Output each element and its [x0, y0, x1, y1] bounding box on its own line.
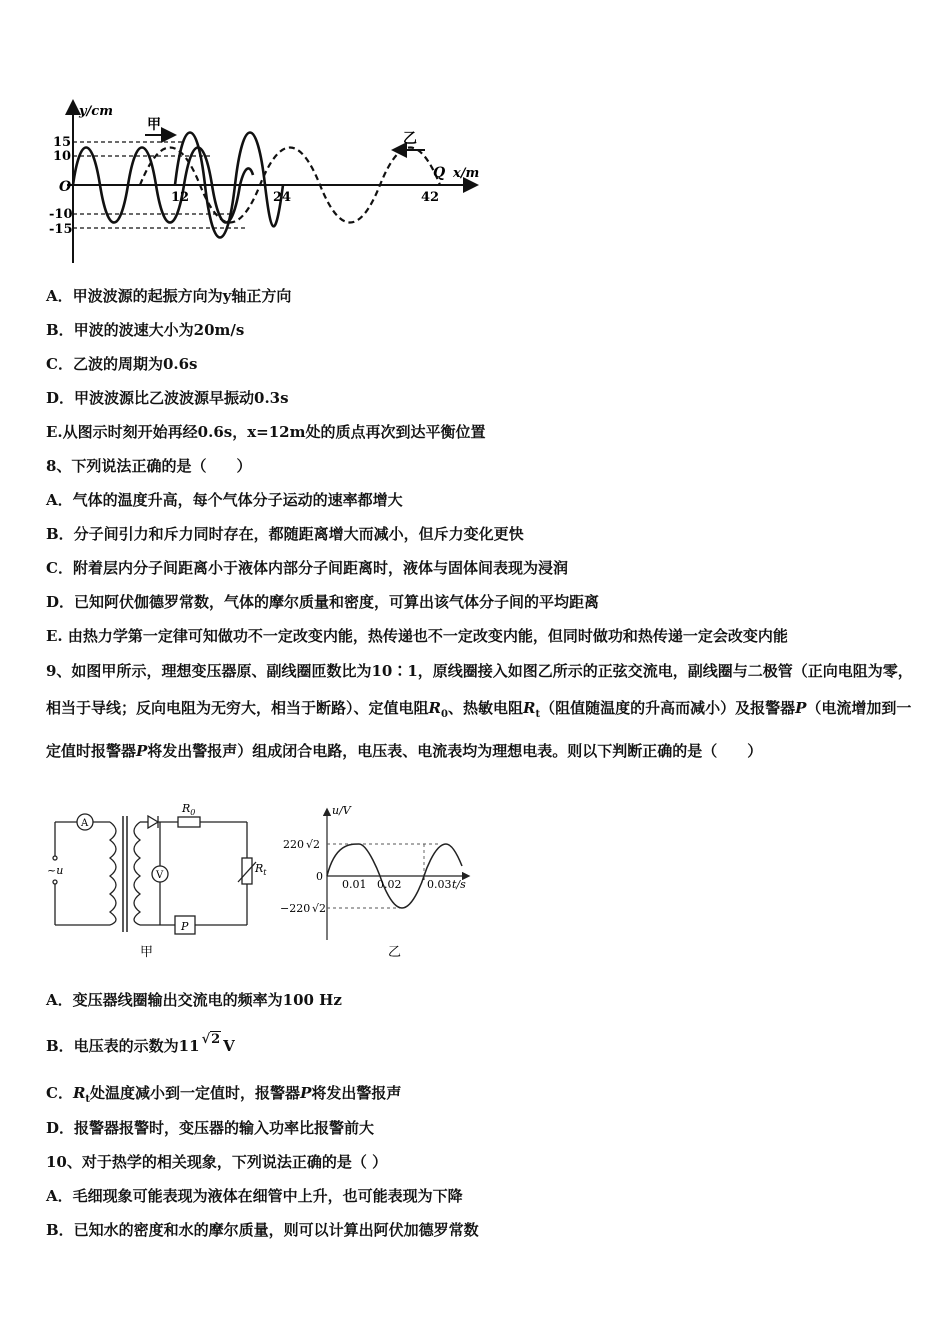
svg-text:0.01: 0.01	[342, 878, 367, 891]
svg-text:0.03: 0.03	[427, 878, 452, 891]
q8-option-b: B．分子间引力和斥力同时存在，都随距离增大而减小，但斥力变化更快	[46, 525, 524, 543]
q10-option-b: B．已知水的密度和水的摩尔质量，则可以计算出阿伏加德罗常数	[46, 1221, 479, 1239]
circuit-caption: 甲	[140, 945, 154, 960]
svg-text:x/m: x/m	[453, 166, 480, 181]
q9-stem: 9、如图甲所示，理想变压器原、副线圈匝数比为10∶1，原线圈接入如图乙所示的正弦交流电，副线圈与二极管（正向电阻为零，相当于导线；反向电阻为无穷大，相当于断路）、定值电阻$R_0$、热敏电阻$R_t$（阻值随温度的升高而减小）及报警器P（电流增加到一定值时报警器P将发出警报声）组成闭合电路，电压表、电流表均为理想电表。则以下判断正确的是（ ）	[46, 662, 913, 760]
svg-text:R0: $R_0$	[182, 802, 196, 817]
svg-text:P: P	[181, 920, 189, 933]
svg-text:V: V	[156, 870, 164, 881]
svg-text:42: 42	[421, 190, 440, 205]
svg-text:220: 220	[283, 838, 304, 851]
q8-stem: 8、下列说法正确的是（ ）	[46, 457, 252, 475]
q8-option-c: C．附着层内分子间距离小于液体内部分子间距离时，液体与固体间表现为浸润	[46, 559, 568, 577]
voltage-graph	[280, 800, 480, 965]
svg-text:t/s: t/s	[452, 878, 466, 891]
svg-text:√2: √2	[306, 838, 321, 851]
resistor-r0	[178, 817, 200, 827]
q7-option-c: C．乙波的周期为0.6s	[46, 355, 198, 373]
q7-option-d: D．甲波波源比乙波波源早振动0.3s	[46, 389, 289, 407]
wave-yi-label: 乙	[403, 131, 417, 147]
svg-text:−220: −220	[280, 902, 311, 915]
svg-text:24: 24	[273, 190, 292, 205]
wave-jia-label: 甲	[147, 117, 161, 133]
circuit-diagram	[40, 800, 280, 965]
source-label: ~u	[47, 864, 64, 877]
svg-text:u/V: u/V	[332, 804, 351, 817]
q9-option-a: A．变压器线圈输出交流电的频率为100 Hz	[46, 991, 342, 1009]
q7-option-b: B．甲波的波速大小为20m/s	[46, 321, 245, 339]
q10-option-a: A．毛细现象可能表现为液体在细管中上升，也可能表现为下降	[46, 1187, 463, 1205]
svg-text:15: 15	[53, 135, 72, 150]
graph-caption: 乙	[388, 945, 402, 960]
q7-option-e: E.从图示时刻开始再经0.6s，x=12m处的质点再次到达平衡位置	[46, 423, 486, 441]
svg-text:O: O	[59, 179, 72, 195]
svg-text:-15: -15	[49, 222, 73, 237]
wave-q-label: Q	[433, 165, 446, 181]
svg-text:√2: √2	[312, 902, 327, 915]
q8-option-d: D．已知阿伏伽德罗常数，气体的摩尔质量和密度，可算出该气体分子间的平均距离	[46, 593, 600, 611]
q9-option-b: B．电压表的示数为11 √2 V	[46, 1032, 235, 1055]
svg-text:-10: -10	[49, 207, 73, 222]
q8-option-e: E. 由热力学第一定律可知做功不一定改变内能，热传递也不一定改变内能，但同时做功和热传递一定会改变内能	[46, 627, 788, 645]
svg-text:0.02: 0.02	[377, 878, 402, 891]
q8-option-a: A．气体的温度升高，每个气体分子运动的速率都增大	[46, 491, 403, 509]
svg-text:A: A	[81, 818, 89, 829]
q7-option-a: A．甲波波源的起振方向为y轴正方向	[46, 287, 292, 305]
wave-y-label: y/cm	[79, 104, 113, 119]
svg-text:0: 0	[316, 870, 323, 883]
svg-text:Rt: $R_t$	[255, 862, 267, 877]
wave-figure	[45, 95, 485, 270]
q9-option-c: C．$R_t$处温度减小到一定值时，报警器P将发出警报声	[46, 1084, 402, 1105]
q9-option-d: D．报警器报警时，变压器的输入功率比报警前大	[46, 1119, 375, 1137]
svg-text:10: 10	[53, 149, 72, 164]
q10-stem: 10、对于热学的相关现象，下列说法正确的是（ ）	[46, 1153, 388, 1171]
svg-text:12: 12	[171, 190, 190, 205]
thermistor-rt	[242, 858, 252, 884]
